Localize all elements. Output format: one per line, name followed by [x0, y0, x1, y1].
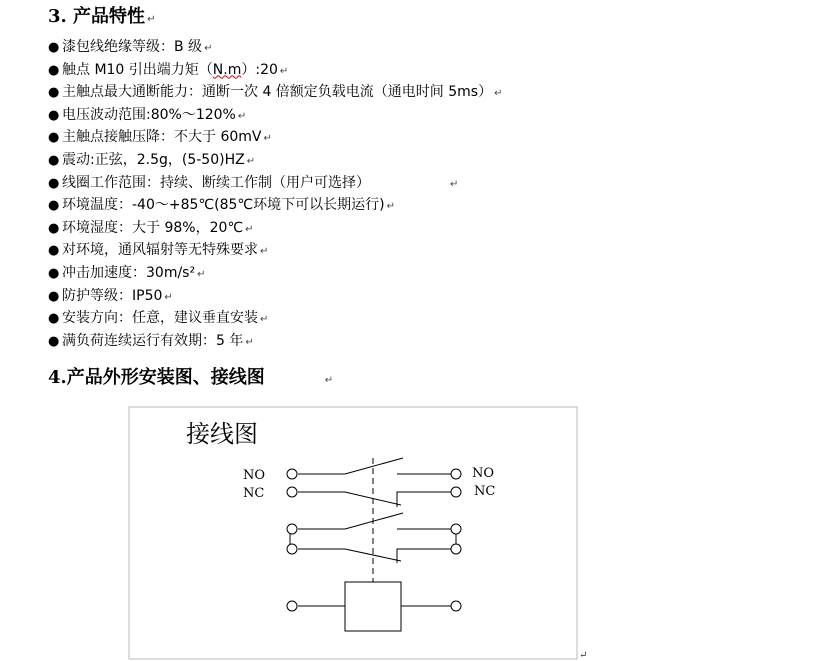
spec-text: 触点 M10 引出端力矩（N.m）:20: [62, 61, 278, 78]
bullet-icon: ●: [48, 243, 60, 259]
bullet-icon: ●: [48, 220, 60, 236]
paragraph-mark: ↵: [386, 201, 395, 213]
bullet-icon: ●: [48, 62, 60, 78]
spec-text: 震动:正弦，2.5g，(5-50)HZ: [62, 151, 245, 168]
spec-text: 环境湿度：大于 98%，20℃: [62, 219, 244, 236]
paragraph-mark: ↵: [246, 155, 256, 167]
spec-text: 主触点接触压降：不大于 60mV: [62, 129, 262, 146]
bullet-icon: ●: [48, 175, 60, 191]
paragraph-mark: ↵: [245, 223, 254, 235]
terminal-circle: [451, 524, 461, 534]
terminal-circle: [287, 544, 297, 554]
spec-text: 冲击加速度：30m/s²: [62, 264, 196, 281]
terminal-circle: [451, 601, 461, 611]
bullet-icon: ●: [48, 40, 60, 55]
paragraph-mark: ↵: [263, 133, 272, 145]
paragraph-mark: ↵: [494, 88, 503, 100]
spec-text: 防护等级：IP50: [62, 287, 163, 304]
label-nc-left: NC: [243, 486, 265, 501]
paragraph-mark: ↵: [164, 291, 173, 303]
paragraph-mark: ↵: [324, 375, 334, 386]
terminal-circle: [287, 601, 297, 611]
bullet-icon: ●: [48, 198, 60, 214]
paragraph-mark: ↵: [204, 43, 213, 54]
bullet-icon: ●: [48, 130, 60, 146]
bullet-icon: ●: [48, 333, 60, 349]
spec-text: 环境温度：-40～+85℃(85℃环境下可以长期运行): [62, 197, 385, 214]
paragraph-mark: ↵: [450, 178, 459, 190]
paragraph-mark: ↵: [237, 110, 247, 122]
spec-text: 安装方向：任意，建议垂直安装: [62, 310, 258, 327]
paragraph-mark: ↵: [279, 65, 289, 77]
spec-text: 满负荷连续运行有效期：5 年: [62, 332, 244, 349]
terminal-circle: [287, 524, 297, 534]
bullet-icon: ●: [48, 311, 60, 327]
bullet-icon: ●: [48, 288, 60, 304]
terminal-circle: [451, 469, 461, 479]
spec-text: 主触点最大通断能力：通断一次 4 倍额定负载电流（通电时间 5ms）: [62, 84, 493, 101]
paragraph-mark: ↵: [245, 336, 254, 348]
paragraph-mark: ↵: [579, 650, 588, 661]
diagram-title: 接线图: [186, 420, 258, 448]
spec-text: 线圈工作范围：持续、断续工作制（用户可选择）: [62, 174, 370, 191]
label-no-right: NO: [472, 466, 495, 481]
spec-text: 电压波动范围:80%～120%: [62, 106, 236, 123]
section-3-title: 3. 产品特性: [48, 6, 146, 27]
label-no-left: NO: [243, 468, 266, 483]
spellcheck-underline: N.m: [212, 61, 242, 78]
spec-text: 漆包线绝缘等级：B 级: [62, 39, 203, 55]
bullet-icon: ●: [48, 152, 60, 168]
spec-text: 对环境，通风辐射等无特殊要求: [62, 242, 258, 259]
terminal-circle: [451, 487, 461, 497]
bullet-icon: ●: [48, 265, 60, 281]
paragraph-mark: ↵: [260, 314, 269, 326]
section-4-title: 4.产品外形安装图、接线图: [48, 367, 265, 388]
paragraph-mark: ↵: [147, 14, 156, 25]
paragraph-mark: ↵: [260, 246, 269, 258]
terminal-circle: [287, 487, 297, 497]
terminal-circle: [287, 469, 297, 479]
terminal-circle: [451, 544, 461, 554]
bullet-icon: ●: [48, 107, 60, 123]
paragraph-mark: ↵: [197, 268, 206, 280]
label-nc-right: NC: [474, 484, 496, 499]
bullet-icon: ●: [48, 85, 60, 101]
